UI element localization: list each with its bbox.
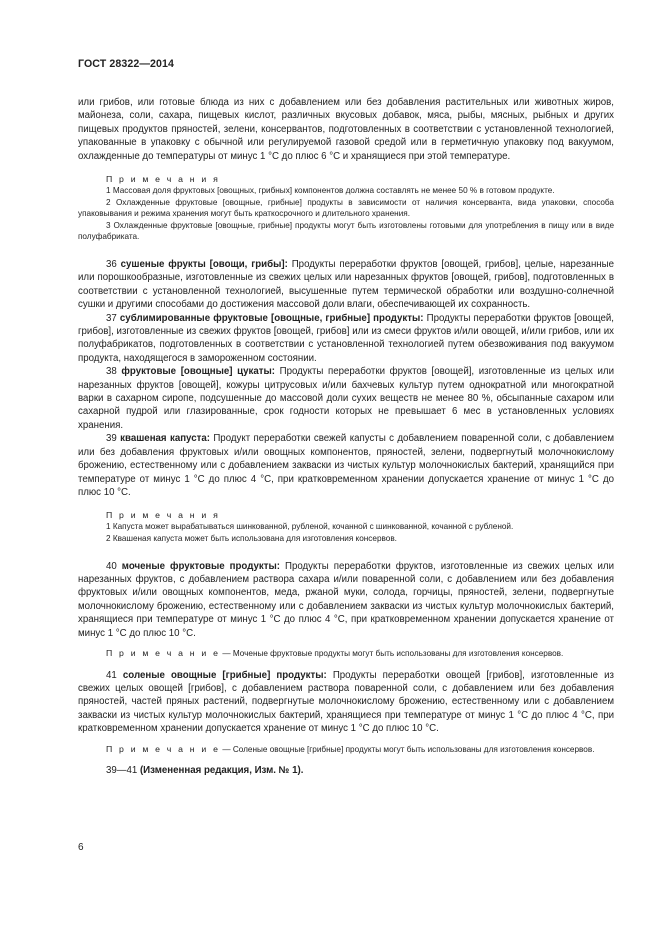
notes-heading: П р и м е ч а н и я [106,174,220,185]
amendment-note [78,764,614,777]
notes-block-2 [78,509,614,544]
note-item: 2 Квашеная капуста может быть использована для изготовления консервов. [106,533,397,543]
term-title: фруктовые [овощные] цукаты: [121,366,275,378]
term-41-note [78,744,614,756]
term-definition: Продукты переработки фруктов [овощей], изготовленные из целых или нарезанных фруктов [овощей], кожуры цитрусовых и/или бахчевых культур путем однократной или многократной варки в сахарном сиропе, подсушенные до массовой доли сухих веществ не менее 80 %, обсыпанные сахаром или сахарной пудрой или глазированные, срок годности которых не превышает 6 мес в установленных условиях хранения. [78,366,614,431]
note-label: П р и м е ч а н и е [106,647,221,658]
notes-block-1 [78,173,614,243]
note-item: 2 Охлажденные фруктовые [овощные, грибные] продукты в зависимости от наличия консерванта, вида упаковки, способа упаковывания и режима хранения могут быть краткосрочного и длительного хранения. [78,197,614,219]
amendment-range: 39—41 [106,765,138,777]
term-definition: Продукты переработки фруктов [овощей, грибов], целые, нарезанные или порошкообразные, изготовленные из свежих целых или нарезанных фруктов [овощей, грибов], подготовленных в соответствии с установленной технологией, высушенные путем термической обработки или воздушно-солнечной сушки и другими способами до достижения массовой доли влаги, обеспечивающей их сохранность. [78,259,614,311]
standard-header: ГОСТ 28322—2014 [78,58,175,70]
note-text: — Соленые овощные [грибные] продукты могут быть использованы для изготовления консервов. [220,744,595,754]
term-number: 39 [106,433,117,445]
notes-heading: П р и м е ч а н и я [106,510,220,521]
term-37 [78,312,614,366]
term-38 [78,365,614,432]
term-36 [78,258,614,312]
term-title: соленые овощные [грибные] продукты: [122,669,327,681]
term-40 [78,560,614,640]
term-39 [78,432,614,499]
note-label: П р и м е ч а н и е [106,743,221,754]
document-page [78,58,614,778]
term-number: 40 [106,560,117,572]
term-number: 41 [106,669,117,681]
note-item: 1 Массовая доля фруктовых [овощных, грибных] компонентов должна составлять не менее 50 % в готовом продукте. [106,186,555,196]
term-number: 37 [106,312,117,324]
term-definition: Продукты переработки овощей [грибов], изготовленные из свежих целых овощей [грибов], с добавлением раствора поваренной соли, с добавлением или без добавления пряностей, частей пряных растений, подвергнутые молочнокислому брожению, естественному или с добавлением закваски из чистых культур молочнокислых бактерий, хранящиеся при температуре от минус 1 °С до плюс 4 °С, при кратковременном хранении допускается хранение от минус 1 °С до плюс 10 °С. [78,669,614,735]
term-definition: Продукты переработки фруктов [овощей, грибов], изготовленные из свежих фруктов [овощей, грибов] или из смеси фруктов и/или овощей, и/или грибов, или их полуфабрикатов, подготовленных в соответствии с установленной технологией путем обезвоживания под вакуумом продукта, находящегося в замороженном состоянии. [78,312,614,364]
page-number: 6 [78,842,84,853]
term-40-note [78,648,614,660]
intro-paragraph: или грибов, или готовые блюда из них с добавлением или без добавления растительных или животных жиров, майонеза, соли, сахара, пищевых кислот, различных вкусовых добавок, мяса, рыбы, мясных, рыбных и других пищевых продуктов пряностей, зелени, консервантов, подготовленных в соответствии с установленной технологией, упакованные в упаковку с обычной или регулируемой газовой средой или в герметичную упаковку под вакуумом, охлажденные до температуры от минус 1 °С до плюс 6 °С и хранящиеся при этой температуре. [78,97,614,162]
term-title: сублимированные фруктовые [овощные, грибные] продукты: [119,312,424,324]
term-title: моченые фруктовые продукты: [121,560,280,572]
term-41 [78,669,614,736]
term-title: сушеные фрукты [овощи, грибы]: [120,259,288,270]
note-text: — Моченые фруктовые продукты могут быть использованы для изготовления консервов. [220,648,564,658]
term-title: квашеная капуста: [120,433,210,445]
note-item: 3 Охлажденные фруктовые [овощные, грибные] продукты могут быть изготовлены готовыми для употребления в пищу или в виде полуфабриката. [78,220,614,242]
term-definition: Продукт переработки свежей капусты с добавлением поваренной соли, с добавлением или без добавления фруктовых и/или овощных компонентов, пряностей, зелени, подвергнутый молочнокислому брожению, естественному или с добавлением закваски из чистых культур молочнокислых бактерий, хранящийся при температуре от минус 1 °С до плюс 4 °С, при кратковременном хранении допускается хранение от минус 1 °С до плюс 10 °С. [78,433,614,498]
note-item: 1 Капуста может вырабатываться шинкованной, рубленой, кочанной с шинкованной, кочанной с рубленой. [106,522,514,532]
term-number: 36 [106,259,117,270]
term-number: 38 [106,366,117,378]
term-definition: Продукты переработки фруктов, изготовленные из свежих целых или нарезанных фруктов, с добавлением раствора сахара и/или поваренной соли, с добавлением или без добавления фруктовых и/или овощных компонентов, меда, ржаной муки, солода, горчицы, пряностей, зелени, подвергнутые молочнокислому брожению, естественному или с добавлением закваски из чистых культур молочнокислых бактерий, хранящиеся при температуре от минус 1 °С до плюс 4 °С, при кратковременном хранении допускается хранение от минус 1 °С до плюс 10 °С. [78,560,614,639]
amendment-text: (Измененная редакция, Изм. № 1). [139,765,304,777]
